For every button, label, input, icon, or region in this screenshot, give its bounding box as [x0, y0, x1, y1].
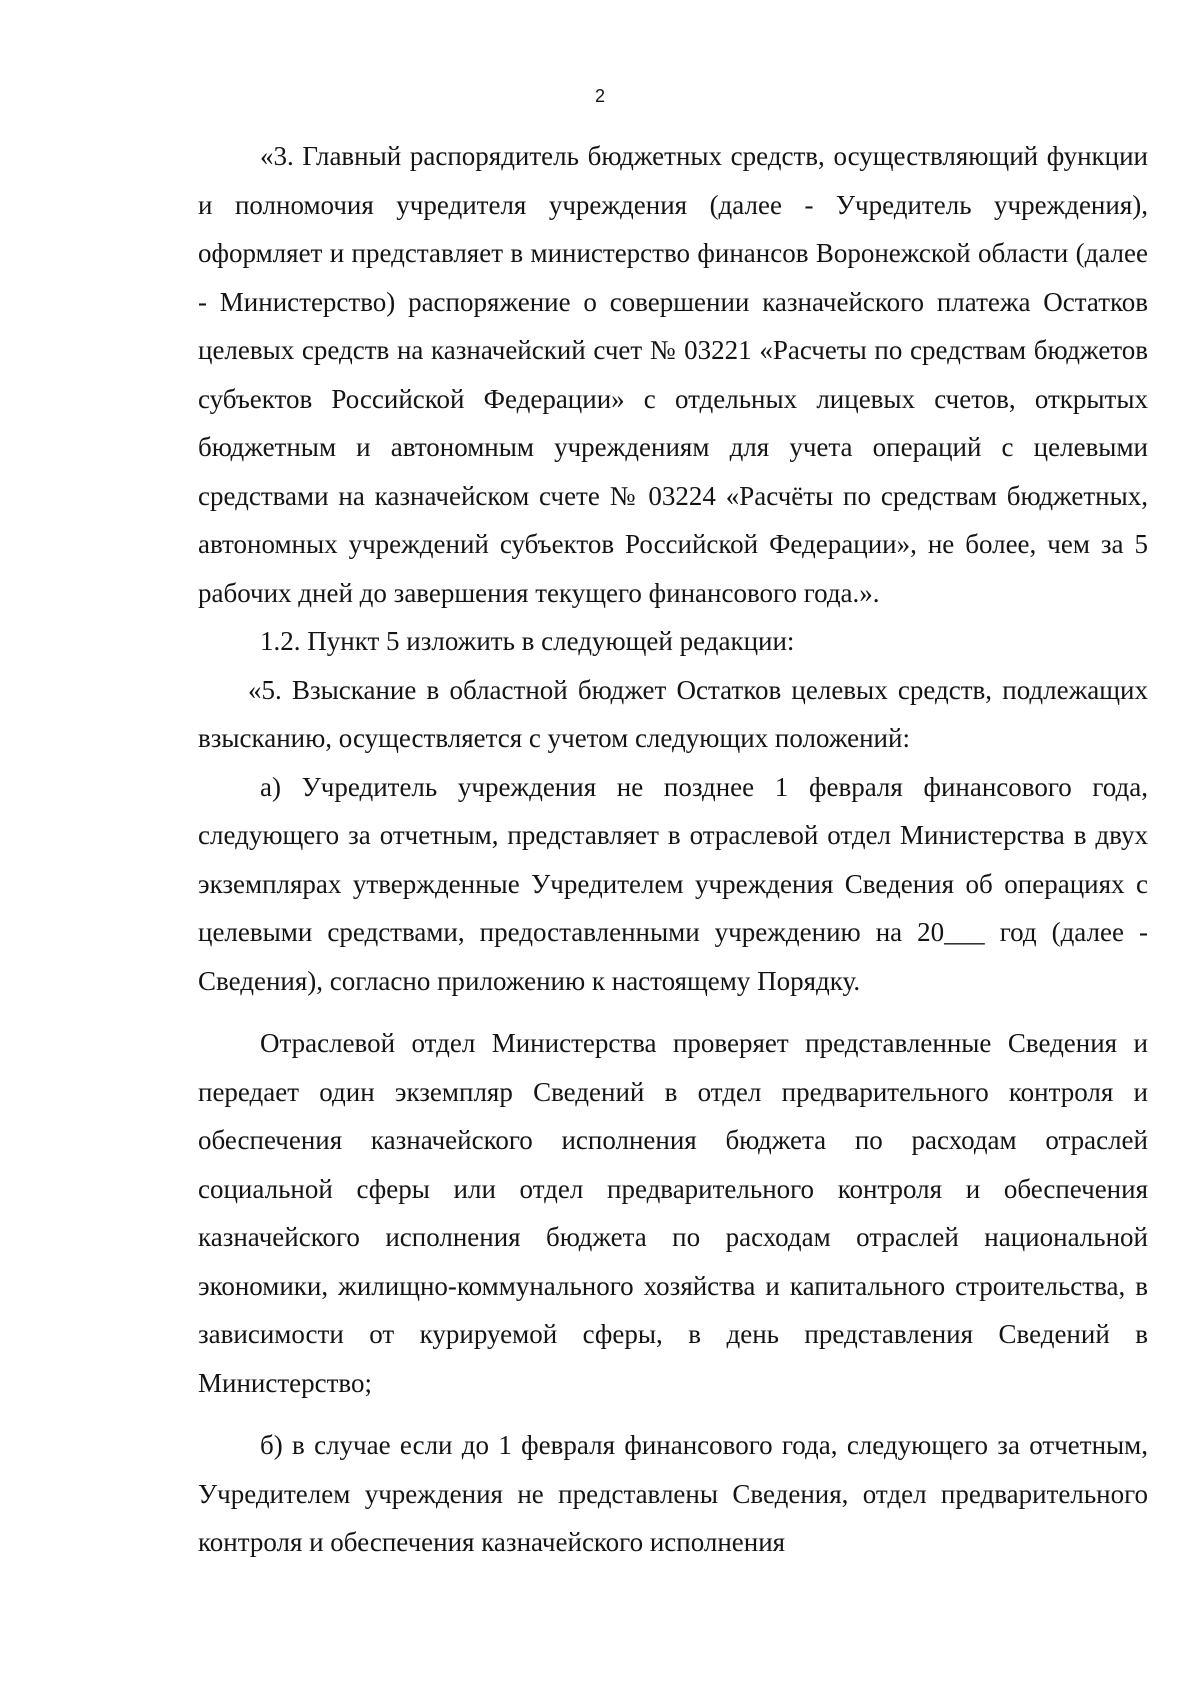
paragraph-clause-3: «3. Главный распорядитель бюджетных средств, осуществляющий функции и полномочия учредителя учреждения (далее - Учредитель учреждения), оформляет и представляет в министерство финансов Воронежской области (далее - Министерство) распоряжение о совершении казначейского платежа Остатков целевых средств на казначейский счет № 03221 «Расчеты по средствам бюджетов субъектов Российской Федерации» с отдельных лицевых счетов, открытых бюджетным и автономным учреждениям для учета операций с целевыми средствами на казначейском счете № 03224 «Расчёты по средствам бюджетных, автономных учреждений субъектов Российской Федерации», не более, чем за 5 рабочих дней до завершения текущего финансового года.». [198, 141, 1148, 608]
paragraph-subitem-b: б) в случае если до 1 февраля финансового года, следующего за отчетным, Учредителем учреждения не представлены Сведения, отдел предварительного контроля и обеспечения казначейского исполнения [198, 1430, 1148, 1557]
document-body [198, 132, 1148, 1567]
paragraph-clause-5: «5. Взыскание в областной бюджет Остатков целевых средств, подлежащих взысканию, осуществляется с учетом следующих положений: [198, 674, 1148, 753]
paragraph-subitem-a: а) Учредитель учреждения не позднее 1 февраля финансового года, следующего за отчетным, представляет в отраслевой отдел Министерства в двух экземплярах утвержденные Учредителем учреждения Сведения об операциях с целевыми средствами, предоставленными учреждению на 20___ год (далее - Сведения), согласно приложению к настоящему Порядку. [198, 771, 1148, 996]
paragraph-item-1-2: 1.2. Пункт 5 изложить в следующей редакции: [260, 626, 795, 656]
paragraph-department-check: Отраслевой отдел Министерства проверяет представленные Сведения и передает один экземпляр Сведений в отдел предварительного контроля и обеспечения казначейского исполнения бюджета по расходам отраслей социальной сферы или отдел предварительного контроля и обеспечения казначейского исполнения бюджета по расходам отраслей национальной экономики, жилищно-коммунального хозяйства и капитального строительства, в зависимости от курируемой сферы, в день представления Сведений в Министерство; [198, 1028, 1148, 1398]
page-number: 2 [594, 86, 605, 106]
